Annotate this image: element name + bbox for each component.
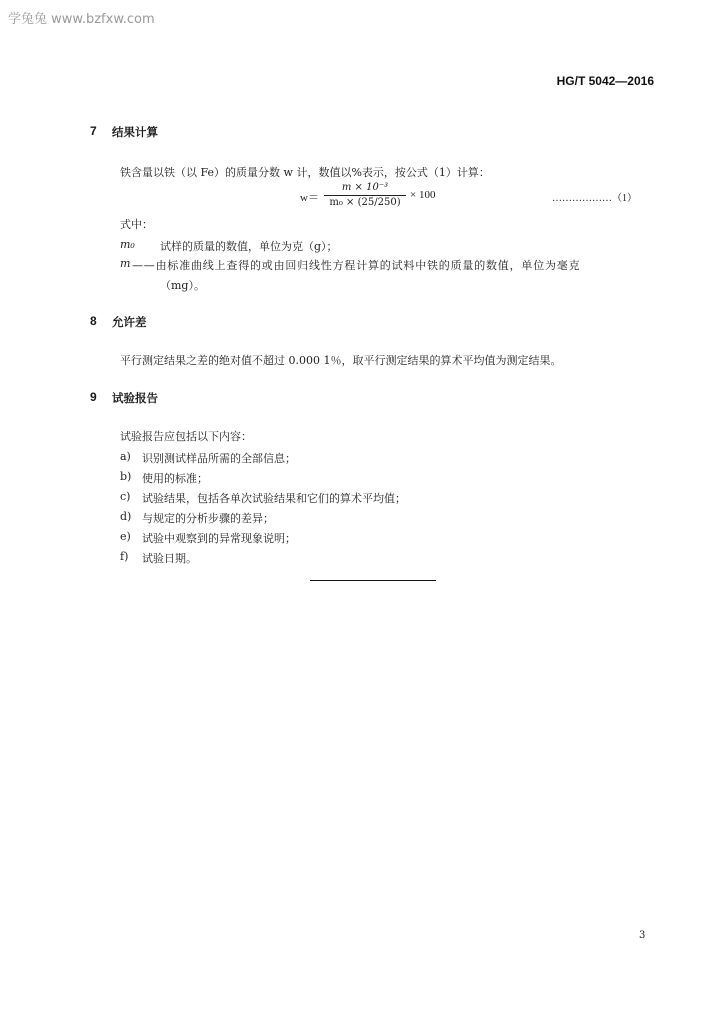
list-item-label: f) xyxy=(120,550,129,563)
section-8-title: 允许差 xyxy=(112,315,147,329)
formula-rhs: × 100 xyxy=(410,189,436,201)
list-item: 试验中观察到的异常现象说明； xyxy=(142,532,296,545)
watermark: 学兔兔 www.bzfxw.com xyxy=(8,12,155,27)
end-rule xyxy=(310,580,436,581)
list-item: 试验结果，包括各单次试验结果和它们的算术平均值； xyxy=(142,492,406,505)
var-m-symbol: m xyxy=(120,257,131,270)
section-7-number: 7 xyxy=(90,124,97,138)
fraction-bar xyxy=(324,195,406,196)
section-7-intro: 铁含量以铁（以 Fe）的质量分数 w 计，数值以%表示，按公式（1）计算： xyxy=(120,166,490,179)
section-9-title: 试验报告 xyxy=(112,391,158,405)
page-number: 3 xyxy=(639,930,646,941)
list-item: 识别测试样品所需的全部信息； xyxy=(142,452,296,465)
var-m-description-cont: （mg）。 xyxy=(160,279,205,292)
list-item-label: d) xyxy=(120,510,132,523)
section-8-number: 8 xyxy=(90,314,97,328)
list-item-label: b) xyxy=(120,470,132,483)
list-item: 试验日期。 xyxy=(142,552,197,565)
list-item-label: a) xyxy=(120,450,131,463)
var-m0-symbol: m₀ xyxy=(120,238,135,251)
standard-code: HG/T 5042—2016 xyxy=(556,74,654,88)
list-item-label: c) xyxy=(120,490,131,503)
section-7-title: 结果计算 xyxy=(112,125,158,139)
section-9-number: 9 xyxy=(90,390,97,404)
section-9-intro: 试验报告应包括以下内容： xyxy=(120,430,252,443)
list-item: 与规定的分析步骤的差异； xyxy=(142,512,274,525)
formula-denominator: m₀ × (25/250) xyxy=(329,197,401,208)
formula-numerator: m × 10⁻³ xyxy=(341,182,389,193)
section-8-text: 平行测定结果之差的绝对值不超过 0.000 1％，取平行测定结果的算术平均值为测定结果。 xyxy=(120,354,562,367)
formula-lhs: w＝ xyxy=(300,192,319,204)
var-m-description: ——由标准曲线上查得的或由回归线性方程计算的试料中铁的质量的数值，单位为毫克 xyxy=(132,259,581,272)
var-m0-description: 试样的质量的数值，单位为克（g）； xyxy=(160,240,338,253)
list-item: 使用的标准； xyxy=(142,472,208,485)
formula-label: ………………（1） xyxy=(552,193,637,204)
formula-fraction xyxy=(324,182,406,209)
list-item-label: e) xyxy=(120,530,131,543)
where-label: 式中： xyxy=(120,218,153,231)
